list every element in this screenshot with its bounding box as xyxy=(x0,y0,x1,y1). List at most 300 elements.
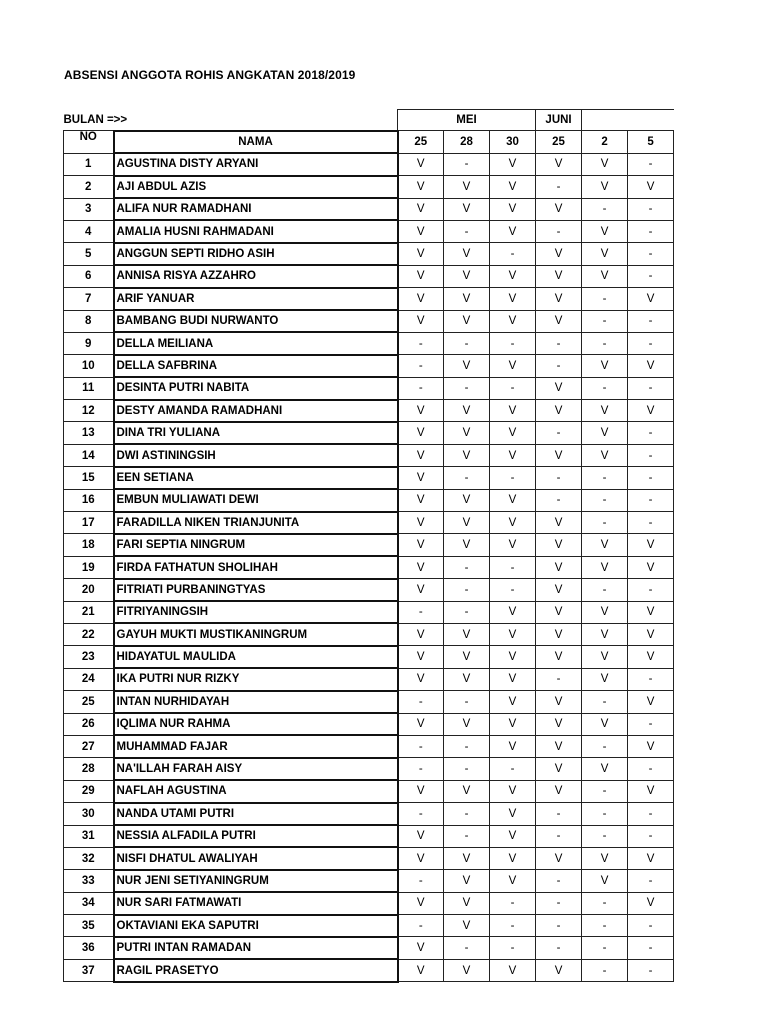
member-name: DESTY AMANDA RAMADHANI xyxy=(114,400,398,422)
attendance-cell: - xyxy=(628,959,674,981)
attendance-cell: V xyxy=(628,623,674,645)
month-empty xyxy=(582,110,674,131)
attendance-cell: - xyxy=(536,803,582,825)
attendance-cell: - xyxy=(398,915,444,937)
member-name: FITRIATI PURBANINGTYAS xyxy=(114,579,398,601)
attendance-cell: V xyxy=(536,959,582,981)
attendance-cell: V xyxy=(490,780,536,802)
attendance-cell: V xyxy=(398,444,444,466)
row-number: 15 xyxy=(64,467,114,489)
attendance-cell: V xyxy=(628,556,674,578)
table-row xyxy=(64,691,674,713)
attendance-cell: V xyxy=(398,646,444,668)
member-name: AMALIA HUSNI RAHMADANI xyxy=(114,220,398,242)
attendance-cell: - xyxy=(628,153,674,175)
attendance-cell: - xyxy=(398,803,444,825)
member-name: DELLA SAFBRINA xyxy=(114,355,398,377)
attendance-cell: V xyxy=(628,847,674,869)
row-number: 24 xyxy=(64,668,114,690)
row-number: 22 xyxy=(64,623,114,645)
table-row xyxy=(64,310,674,332)
attendance-cell: V xyxy=(398,288,444,310)
attendance-cell: V xyxy=(398,713,444,735)
attendance-cell: V xyxy=(628,355,674,377)
attendance-cell: V xyxy=(536,512,582,534)
attendance-cell: - xyxy=(582,377,628,399)
col-header-date: 25 xyxy=(536,131,582,153)
member-name: HIDAYATUL MAULIDA xyxy=(114,646,398,668)
member-name: BAMBANG BUDI NURWANTO xyxy=(114,310,398,332)
attendance-cell: - xyxy=(444,937,490,959)
month-header-row xyxy=(64,110,674,131)
attendance-cell: V xyxy=(536,534,582,556)
attendance-cell: V xyxy=(628,735,674,757)
attendance-cell: V xyxy=(444,623,490,645)
attendance-cell: - xyxy=(398,601,444,623)
attendance-cell: - xyxy=(536,870,582,892)
attendance-cell: - xyxy=(444,579,490,601)
attendance-cell: - xyxy=(444,601,490,623)
attendance-cell: - xyxy=(582,332,628,354)
attendance-cell: - xyxy=(536,915,582,937)
attendance-cell: - xyxy=(582,489,628,511)
attendance-cell: V xyxy=(490,512,536,534)
member-name: NA'ILLAH FARAH AISY xyxy=(114,758,398,780)
attendance-cell: V xyxy=(536,623,582,645)
attendance-cell: - xyxy=(398,691,444,713)
member-name: DINA TRI YULIANA xyxy=(114,422,398,444)
table-row xyxy=(64,400,674,422)
attendance-cell: - xyxy=(628,579,674,601)
row-number: 16 xyxy=(64,489,114,511)
attendance-cell: - xyxy=(582,288,628,310)
attendance-cell: V xyxy=(444,355,490,377)
table-row xyxy=(64,265,674,287)
member-name: INTAN NURHIDAYAH xyxy=(114,691,398,713)
attendance-cell: V xyxy=(398,579,444,601)
member-name: PUTRI INTAN RAMADAN xyxy=(114,937,398,959)
attendance-cell: V xyxy=(536,780,582,802)
row-number: 12 xyxy=(64,400,114,422)
row-number: 31 xyxy=(64,825,114,847)
attendance-cell: V xyxy=(582,668,628,690)
attendance-cell: - xyxy=(628,198,674,220)
month-juni: JUNI xyxy=(536,110,582,131)
row-number: 10 xyxy=(64,355,114,377)
attendance-cell: V xyxy=(536,265,582,287)
attendance-cell: - xyxy=(582,892,628,914)
attendance-cell: V xyxy=(398,220,444,242)
attendance-cell: - xyxy=(582,691,628,713)
attendance-cell: - xyxy=(582,310,628,332)
row-number: 5 xyxy=(64,243,114,265)
attendance-cell: - xyxy=(536,220,582,242)
row-number: 30 xyxy=(64,803,114,825)
attendance-cell: V xyxy=(490,713,536,735)
col-header-date: 25 xyxy=(398,131,444,153)
attendance-cell: - xyxy=(582,467,628,489)
row-number: 32 xyxy=(64,847,114,869)
attendance-cell: V xyxy=(444,198,490,220)
attendance-cell: - xyxy=(490,243,536,265)
table-row xyxy=(64,713,674,735)
attendance-cell: V xyxy=(582,534,628,556)
col-header-nama: NAMA xyxy=(114,131,398,153)
row-number: 29 xyxy=(64,780,114,802)
attendance-cell: V xyxy=(398,534,444,556)
attendance-cell: - xyxy=(582,735,628,757)
table-row xyxy=(64,870,674,892)
attendance-cell: V xyxy=(444,512,490,534)
attendance-cell: V xyxy=(536,153,582,175)
attendance-cell: V xyxy=(490,265,536,287)
attendance-cell: - xyxy=(628,870,674,892)
col-header-date: 28 xyxy=(444,131,490,153)
member-name: FIRDA FATHATUN SHOLIHAH xyxy=(114,556,398,578)
attendance-cell: V xyxy=(444,265,490,287)
sheet-title: ABSENSI ANGGOTA ROHIS ANGKATAN 2018/2019 xyxy=(64,68,356,82)
table-row xyxy=(64,444,674,466)
row-number: 19 xyxy=(64,556,114,578)
table-row xyxy=(64,220,674,242)
bulan-label: BULAN =>> xyxy=(63,113,128,126)
attendance-cell: V xyxy=(536,691,582,713)
attendance-cell: - xyxy=(536,176,582,198)
member-name: AJI ABDUL AZIS xyxy=(114,176,398,198)
attendance-cell: - xyxy=(444,556,490,578)
attendance-cell: V xyxy=(490,444,536,466)
attendance-cell: V xyxy=(490,489,536,511)
row-number: 11 xyxy=(64,377,114,399)
attendance-cell: V xyxy=(444,176,490,198)
attendance-cell: - xyxy=(490,377,536,399)
attendance-cell: - xyxy=(582,512,628,534)
member-name: NANDA UTAMI PUTRI xyxy=(114,803,398,825)
table-row xyxy=(64,892,674,914)
attendance-cell: V xyxy=(582,243,628,265)
table-row xyxy=(64,623,674,645)
attendance-cell: - xyxy=(628,915,674,937)
attendance-cell: - xyxy=(628,310,674,332)
attendance-cell: - xyxy=(444,758,490,780)
attendance-cell: - xyxy=(536,467,582,489)
row-number: 7 xyxy=(64,288,114,310)
attendance-cell: V xyxy=(398,512,444,534)
attendance-cell: V xyxy=(398,243,444,265)
attendance-cell: V xyxy=(490,153,536,175)
table-row xyxy=(64,579,674,601)
attendance-cell: V xyxy=(628,892,674,914)
attendance-cell: V xyxy=(536,377,582,399)
member-name: NISFI DHATUL AWALIYAH xyxy=(114,847,398,869)
attendance-cell: - xyxy=(444,220,490,242)
table-row xyxy=(64,646,674,668)
attendance-cell: V xyxy=(444,400,490,422)
attendance-cell: V xyxy=(398,176,444,198)
attendance-cell: - xyxy=(536,937,582,959)
attendance-cell: V xyxy=(490,691,536,713)
attendance-cell: V xyxy=(536,847,582,869)
member-name: IQLIMA NUR RAHMA xyxy=(114,713,398,735)
attendance-cell: V xyxy=(444,646,490,668)
attendance-cell: - xyxy=(628,377,674,399)
attendance-cell: V xyxy=(490,400,536,422)
row-number: 25 xyxy=(64,691,114,713)
attendance-cell: V xyxy=(582,870,628,892)
attendance-cell: V xyxy=(582,355,628,377)
attendance-cell: - xyxy=(628,444,674,466)
row-number: 13 xyxy=(64,422,114,444)
attendance-cell: V xyxy=(490,959,536,981)
attendance-cell: V xyxy=(536,713,582,735)
attendance-cell: - xyxy=(582,780,628,802)
attendance-cell: V xyxy=(490,870,536,892)
attendance-cell: V xyxy=(398,825,444,847)
attendance-cell: V xyxy=(536,444,582,466)
member-name: AGUSTINA DISTY ARYANI xyxy=(114,153,398,175)
attendance-cell: V xyxy=(398,400,444,422)
month-mei: MEI xyxy=(398,110,536,131)
attendance-cell: V xyxy=(398,623,444,645)
attendance-cell: - xyxy=(444,377,490,399)
table-row xyxy=(64,847,674,869)
member-name: OKTAVIANI EKA SAPUTRI xyxy=(114,915,398,937)
member-name: DWI ASTININGSIH xyxy=(114,444,398,466)
attendance-cell: V xyxy=(444,892,490,914)
attendance-cell: V xyxy=(444,713,490,735)
attendance-cell: V xyxy=(398,847,444,869)
member-name: GAYUH MUKTI MUSTIKANINGRUM xyxy=(114,623,398,645)
attendance-cell: - xyxy=(398,332,444,354)
member-name: NESSIA ALFADILA PUTRI xyxy=(114,825,398,847)
attendance-cell: V xyxy=(398,198,444,220)
attendance-cell: V xyxy=(444,959,490,981)
attendance-cell: V xyxy=(582,646,628,668)
column-header-row xyxy=(64,131,674,153)
attendance-cell: - xyxy=(490,467,536,489)
attendance-cell: V xyxy=(582,601,628,623)
attendance-cell: V xyxy=(490,176,536,198)
attendance-cell: - xyxy=(628,467,674,489)
attendance-cell: V xyxy=(444,870,490,892)
attendance-cell: - xyxy=(628,265,674,287)
attendance-cell: V xyxy=(490,847,536,869)
attendance-cell: - xyxy=(490,892,536,914)
attendance-cell: V xyxy=(490,534,536,556)
attendance-cell: - xyxy=(536,332,582,354)
attendance-cell: V xyxy=(582,713,628,735)
attendance-cell: - xyxy=(628,803,674,825)
attendance-cell: - xyxy=(536,489,582,511)
attendance-cell: V xyxy=(444,534,490,556)
attendance-cell: V xyxy=(582,265,628,287)
attendance-cell: V xyxy=(628,646,674,668)
row-number: 2 xyxy=(64,176,114,198)
attendance-cell: V xyxy=(444,915,490,937)
table-row xyxy=(64,668,674,690)
attendance-cell: V xyxy=(490,198,536,220)
table-row xyxy=(64,176,674,198)
attendance-cell: - xyxy=(582,579,628,601)
row-number: 8 xyxy=(64,310,114,332)
attendance-cell: V xyxy=(398,959,444,981)
col-header-no: NO xyxy=(64,131,114,153)
attendance-cell: V xyxy=(582,422,628,444)
table-row xyxy=(64,467,674,489)
attendance-cell: V xyxy=(628,601,674,623)
row-number: 21 xyxy=(64,601,114,623)
row-number: 34 xyxy=(64,892,114,914)
row-number: 18 xyxy=(64,534,114,556)
attendance-cell: V xyxy=(490,623,536,645)
attendance-cell: V xyxy=(536,758,582,780)
attendance-cell: - xyxy=(582,915,628,937)
attendance-cell: - xyxy=(628,332,674,354)
attendance-cell: V xyxy=(444,288,490,310)
table-row xyxy=(64,780,674,802)
attendance-cell: - xyxy=(582,198,628,220)
attendance-cell: - xyxy=(536,825,582,847)
row-number: 27 xyxy=(64,735,114,757)
attendance-cell: - xyxy=(628,512,674,534)
attendance-cell: V xyxy=(398,489,444,511)
attendance-cell: V xyxy=(582,623,628,645)
attendance-cell: V xyxy=(444,444,490,466)
attendance-cell: - xyxy=(490,579,536,601)
attendance-cell: V xyxy=(490,803,536,825)
attendance-cell: - xyxy=(444,691,490,713)
attendance-cell: - xyxy=(582,825,628,847)
member-name: NUR SARI FATMAWATI xyxy=(114,892,398,914)
attendance-cell: - xyxy=(444,153,490,175)
table-row xyxy=(64,556,674,578)
attendance-cell: V xyxy=(582,758,628,780)
attendance-cell: - xyxy=(628,758,674,780)
attendance-cell: V xyxy=(536,400,582,422)
attendance-cell: V xyxy=(490,310,536,332)
member-name: FARI SEPTIA NINGRUM xyxy=(114,534,398,556)
attendance-cell: V xyxy=(628,534,674,556)
attendance-cell: V xyxy=(444,780,490,802)
attendance-cell: - xyxy=(444,825,490,847)
attendance-cell: - xyxy=(536,668,582,690)
row-number: 3 xyxy=(64,198,114,220)
member-name: NUR JENI SETIYANINGRUM xyxy=(114,870,398,892)
attendance-cell: V xyxy=(536,646,582,668)
attendance-cell: V xyxy=(490,646,536,668)
attendance-cell: V xyxy=(628,176,674,198)
row-number: 9 xyxy=(64,332,114,354)
member-name: FITRIYANINGSIH xyxy=(114,601,398,623)
attendance-table xyxy=(63,109,674,983)
attendance-cell: V xyxy=(582,444,628,466)
attendance-cell: - xyxy=(536,892,582,914)
member-name: ALIFA NUR RAMADHANI xyxy=(114,198,398,220)
attendance-cell: V xyxy=(536,556,582,578)
attendance-cell: V xyxy=(490,355,536,377)
attendance-cell: V xyxy=(490,668,536,690)
row-number: 35 xyxy=(64,915,114,937)
member-name: FARADILLA NIKEN TRIANJUNITA xyxy=(114,512,398,534)
attendance-cell: V xyxy=(490,601,536,623)
attendance-cell: V xyxy=(490,422,536,444)
table-row xyxy=(64,377,674,399)
attendance-cell: - xyxy=(490,937,536,959)
attendance-cell: - xyxy=(398,355,444,377)
row-number: 6 xyxy=(64,265,114,287)
attendance-cell: - xyxy=(628,937,674,959)
attendance-cell: - xyxy=(398,377,444,399)
attendance-cell: V xyxy=(490,735,536,757)
table-row xyxy=(64,489,674,511)
attendance-cell: - xyxy=(490,915,536,937)
table-row xyxy=(64,915,674,937)
col-header-date: 2 xyxy=(582,131,628,153)
table-row xyxy=(64,959,674,981)
attendance-cell: V xyxy=(398,467,444,489)
attendance-cell: V xyxy=(490,825,536,847)
table-row xyxy=(64,758,674,780)
attendance-cell: V xyxy=(536,198,582,220)
attendance-cell: - xyxy=(628,220,674,242)
row-number: 28 xyxy=(64,758,114,780)
attendance-cell: - xyxy=(628,422,674,444)
row-number: 1 xyxy=(64,153,114,175)
attendance-cell: - xyxy=(398,758,444,780)
attendance-cell: V xyxy=(398,892,444,914)
table-row xyxy=(64,825,674,847)
member-name: MUHAMMAD FAJAR xyxy=(114,735,398,757)
member-name: ANGGUN SEPTI RIDHO ASIH xyxy=(114,243,398,265)
attendance-cell: - xyxy=(444,803,490,825)
attendance-cell: V xyxy=(444,489,490,511)
table-row xyxy=(64,803,674,825)
attendance-cell: V xyxy=(582,220,628,242)
attendance-cell: - xyxy=(582,959,628,981)
row-number: 26 xyxy=(64,713,114,735)
attendance-cell: - xyxy=(536,422,582,444)
attendance-cell: - xyxy=(582,937,628,959)
attendance-cell: - xyxy=(628,668,674,690)
row-number: 33 xyxy=(64,870,114,892)
table-row xyxy=(64,937,674,959)
attendance-cell: V xyxy=(398,265,444,287)
col-header-date: 30 xyxy=(490,131,536,153)
row-number: 20 xyxy=(64,579,114,601)
attendance-sheet xyxy=(63,109,675,983)
member-name: EEN SETIANA xyxy=(114,467,398,489)
attendance-cell: V xyxy=(398,668,444,690)
attendance-cell: V xyxy=(444,668,490,690)
row-number: 36 xyxy=(64,937,114,959)
attendance-cell: V xyxy=(490,220,536,242)
row-number: 14 xyxy=(64,444,114,466)
table-row xyxy=(64,422,674,444)
row-number: 23 xyxy=(64,646,114,668)
attendance-cell: - xyxy=(398,870,444,892)
table-row xyxy=(64,534,674,556)
attendance-cell: V xyxy=(628,288,674,310)
attendance-cell: V xyxy=(444,243,490,265)
attendance-cell: V xyxy=(444,422,490,444)
col-header-date: 5 xyxy=(628,131,674,153)
table-row xyxy=(64,512,674,534)
member-name: DESINTA PUTRI NABITA xyxy=(114,377,398,399)
member-name: RAGIL PRASETYO xyxy=(114,959,398,981)
member-name: NAFLAH AGUSTINA xyxy=(114,780,398,802)
attendance-cell: V xyxy=(398,556,444,578)
attendance-cell: V xyxy=(582,153,628,175)
